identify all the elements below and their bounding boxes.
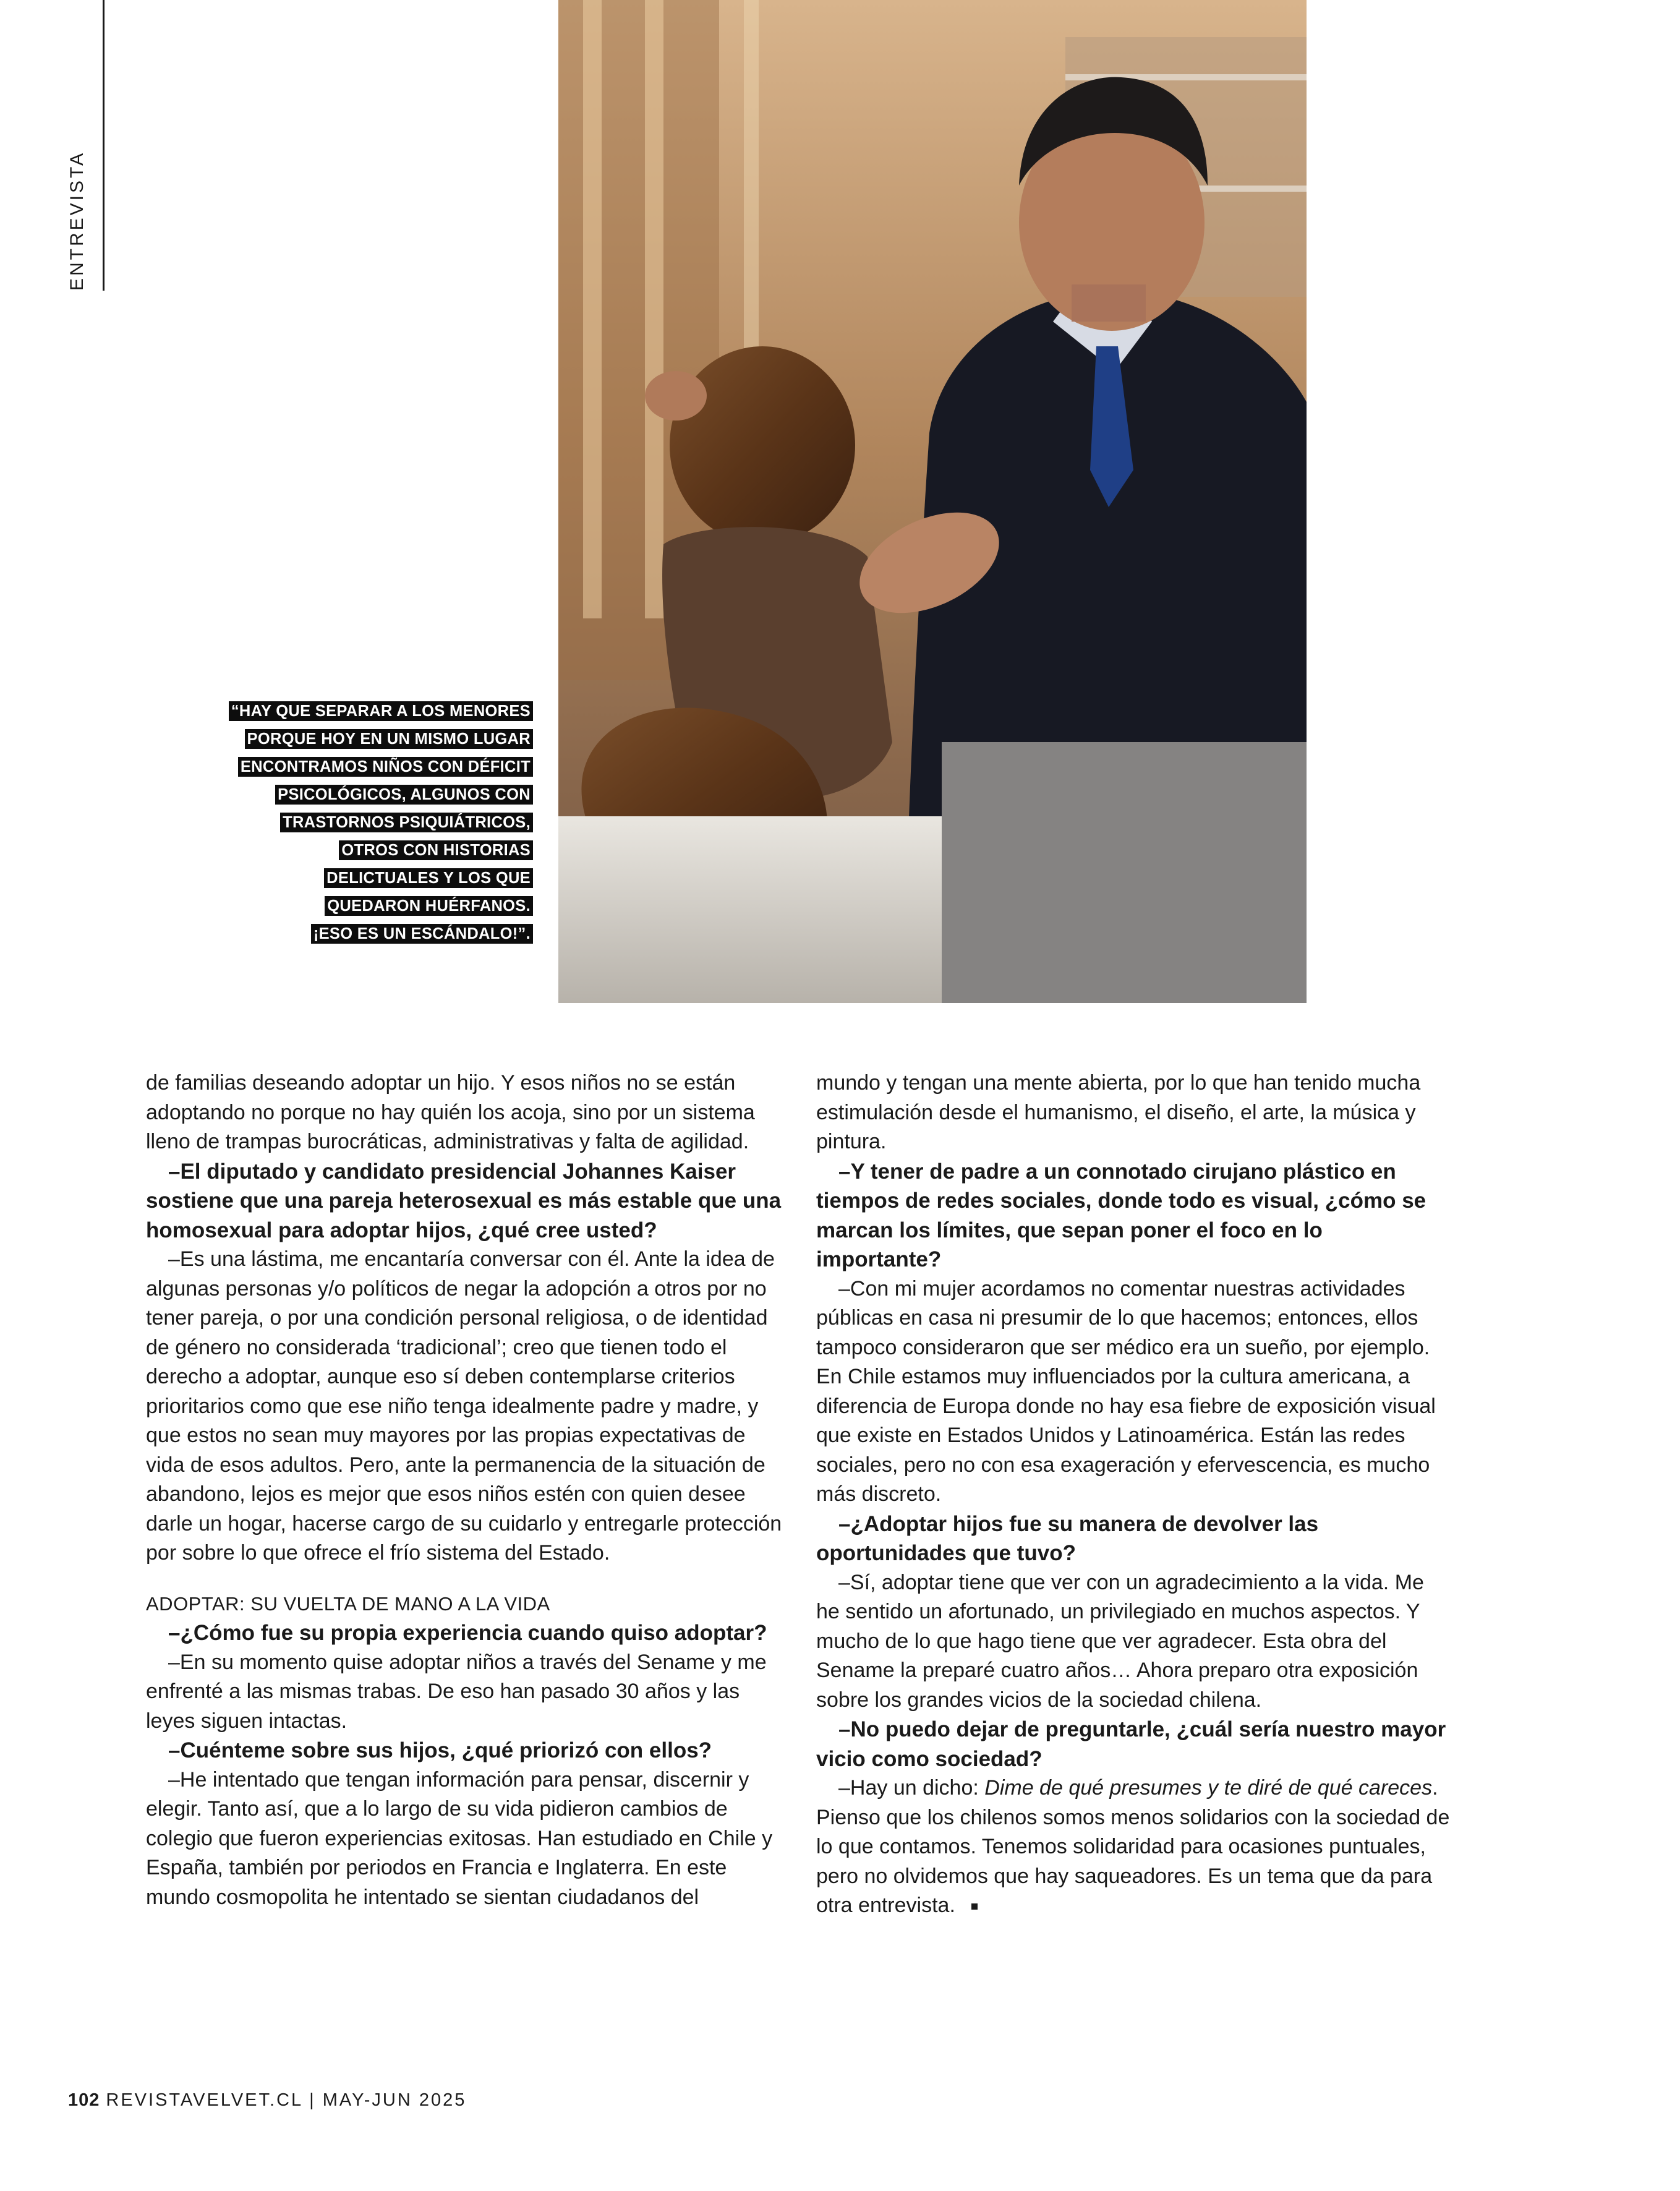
article-column-right (816, 1069, 1453, 1921)
paragraph: mundo y tengan una mente abierta, por lo que han tenido mucha estimulación desde el humanismo, el diseño, el arte, la música y pintura. (816, 1071, 1421, 1153)
interview-answer: –Es una lástima, me encantaría conversar con él. Ante la idea de algunas personas y/o políticos de negar la adopción a otros por no tener pareja, o por una condición personal religiosa, o de identidad de género no considerada ‘tradicional’; creo que tienen todo el derecho a adoptar, aunque eso sí deben contemplarse criterios prioritarios como que ese niño tenga idealmente padre y madre, y que estos no sean muy mayores por las propias expectativas de vida de esos adultos. Pero, ante la permanencia de la situación de abandono, lejos es mejor que esos niños estén con quien desee darle un hogar, hacerse cargo de su cuidarlo y entregarle protección por sobre lo que ofrece el frío sistema del Estado. (146, 1247, 782, 1565)
interview-question: –¿Adoptar hijos fue su manera de devolver las oportunidades que tuvo? (816, 1511, 1319, 1565)
page-number: 102 (68, 2090, 100, 2110)
interview-answer: –He intentado que tengan información para pensar, discernir y elegir. Tanto así, que a lo largo de su vida pidieron cambios de colegio que fueron experiencias exitosas. Han estudiado en Chile y España, también por periodos en Francia e Inglaterra. En este mundo cosmopolita he intentado se sientan ciudadanos del (146, 1767, 773, 1909)
interview-question: –No puedo dejar de preguntarle, ¿cuál sería nuestro mayor vicio como sociedad? (816, 1717, 1446, 1771)
pull-quote-line: TRASTORNOS PSIQUIÁTRICOS, (280, 813, 533, 832)
pull-quote-line: OTROS CON HISTORIAS (339, 840, 533, 860)
pull-quote-line: ENCONTRAMOS NIÑOS CON DÉFICIT (238, 757, 533, 777)
interview-answer (816, 1774, 1453, 1921)
answer-text: . Pienso que los chilenos somos menos solidarios con la sociedad de lo que contamos. Tenemos solidaridad para ocasiones puntuales, pero no olvidemos que hay saqueadores. Es un tema que da para otra entrevista. (816, 1776, 1450, 1917)
end-mark (971, 1903, 978, 1910)
interview-answer: –Sí, adoptar tiene que ver con un agradecimiento a la vida. Me he sentido un afortunado, un privilegiado en muchos aspectos. Y mucho de lo que hago tiene que ver agradecer. Esta obra del Sename la preparé cuatro años… Ahora preparo otra exposición sobre los grandes vicios de la sociedad chilena. (816, 1570, 1424, 1712)
article-column-left (146, 1069, 783, 1912)
pull-quote-line: DELICTUALES Y LOS QUE (324, 868, 533, 888)
pull-quote-line: QUEDARON HUÉRFANOS. (325, 896, 533, 916)
interview-question: –El diputado y candidato presidencial Johannes Kaiser sostiene que una pareja heterosexual es más estable que una homosexual para adoptar hijos, ¿qué cree usted? (146, 1159, 782, 1242)
pull-quote-line: PORQUE HOY EN UN MISMO LUGAR (245, 729, 533, 749)
feature-photo (558, 0, 1307, 1003)
section-label-text: ENTREVISTA (67, 150, 87, 291)
interview-answer: –Con mi mujer acordamos no comentar nuestras actividades públicas en casa ni presumir de lo que hacemos; entonces, ellos tampoco consideraron que ser médico era un sueño, por ejemplo. En Chile estamos muy influenciados por la cultura americana, a diferencia de Europa donde no hay esa fiebre de exposición visual que existe en Estados Unidos y Latinoamérica. Están las redes sociales, pero no con esa exageración y efervescencia, es mucho más discreto. (816, 1276, 1436, 1506)
pull-quote-line: ¡ESO ES UN ESCÁNDALO!”. (311, 924, 533, 944)
interview-question: –¿Cómo fue su propia experiencia cuando quiso adoptar? (168, 1621, 767, 1645)
paragraph: de familias deseando adoptar un hijo. Y esos niños no se están adoptando no porque no hay quién los acoja, sino por un sistema lleno de trampas burocráticas, administrativas y falta de agilidad. (146, 1071, 755, 1153)
pull-quote-line: “HAY QUE SEPARAR A LOS MENORES (229, 701, 533, 721)
section-subhead: ADOPTAR: SU VUELTA DE MANO A LA VIDA (146, 1592, 550, 1615)
pull-quote-line: PSICOLÓGICOS, ALGUNOS CON (275, 785, 533, 805)
interview-question: –Cuénteme sobre sus hijos, ¿qué priorizó con ellos? (168, 1738, 712, 1762)
pull-quote (187, 698, 533, 948)
interview-answer: –En su momento quise adoptar niños a través del Sename y me enfrenté a las mismas trabas. De eso han pasado 30 años y las leyes siguen intactas. (146, 1650, 767, 1733)
page-footer (68, 2090, 466, 2111)
footer-text: REVISTAVELVET.CL | MAY-JUN 2025 (106, 2090, 467, 2110)
answer-emphasis: Dime de qué presumes y te diré de qué careces (984, 1776, 1433, 1800)
interview-question: –Y tener de padre a un connotado cirujano plástico en tiempos de redes sociales, donde todo es visual, ¿cómo se marcan los límites, que sepan poner el foco en lo importante? (816, 1159, 1426, 1271)
section-rule (103, 0, 104, 291)
answer-text: –Hay un dicho: (838, 1776, 985, 1800)
